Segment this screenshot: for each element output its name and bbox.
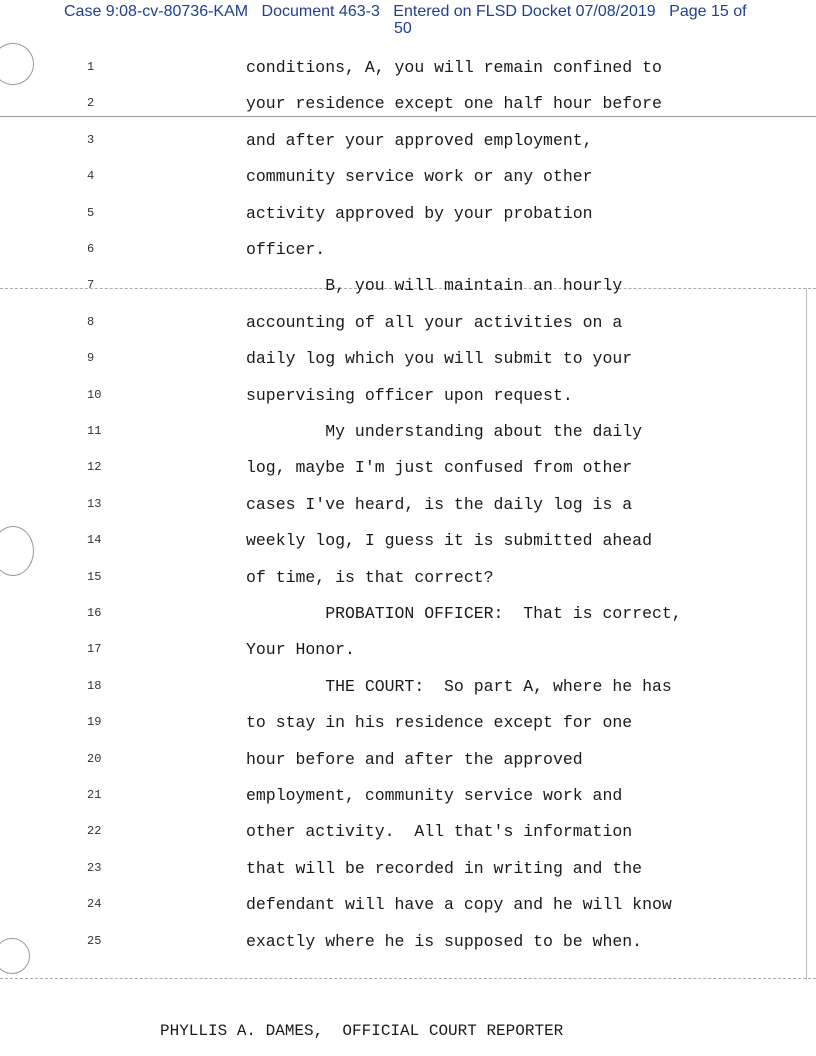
line-number: 5 — [87, 205, 95, 220]
line-number: 6 — [87, 242, 95, 256]
line-text: hour before and after the approved — [246, 749, 583, 769]
line-text: Your Honor. — [246, 640, 355, 660]
line-number: 10 — [87, 387, 102, 402]
court-reporter-footer: PHYLLIS A. DAMES, OFFICIAL COURT REPORTER — [160, 1022, 564, 1040]
line-number: 16 — [87, 606, 102, 620]
line-text: to stay in his residence except for one — [246, 713, 633, 733]
document-number: Document 463-3 — [261, 3, 380, 20]
line-number: 19 — [87, 715, 102, 730]
line-text: THE COURT: So part A, where he has — [246, 676, 672, 696]
line-number: 17 — [87, 642, 102, 657]
line-text: weekly log, I guess it is submitted ahead — [246, 531, 652, 551]
line-text: cases I've heard, is the daily log is a — [246, 494, 633, 514]
page-number: Page 15 of — [669, 3, 747, 20]
transcript-line — [0, 606, 816, 646]
line-text: community service work or any other — [246, 167, 593, 187]
line-number: 13 — [87, 496, 102, 511]
line-text: daily log which you will submit to your — [246, 349, 633, 369]
line-number: 8 — [87, 314, 95, 329]
line-number: 4 — [87, 169, 95, 184]
line-text: B, you will maintain an hourly — [246, 276, 623, 296]
line-text: and after your approved employment, — [246, 130, 593, 150]
line-text: your residence except one half hour before — [246, 94, 662, 114]
case-number: Case 9:08-cv-80736-KAM — [64, 3, 249, 20]
line-number: 18 — [87, 678, 102, 693]
line-number: 20 — [87, 751, 102, 766]
page-total: 50 — [394, 20, 412, 37]
line-number: 7 — [87, 278, 95, 293]
line-number: 3 — [87, 132, 95, 147]
line-text: PROBATION OFFICER: That is correct, — [246, 604, 682, 623]
line-number: 22 — [87, 824, 102, 839]
line-text: other activity. All that's information — [246, 822, 633, 842]
line-number: 1 — [87, 60, 95, 74]
line-number: 9 — [87, 351, 95, 366]
line-number: 15 — [87, 569, 102, 584]
docket-entry-date: Entered on FLSD Docket 07/08/2019 — [393, 3, 656, 20]
line-number: 23 — [87, 860, 102, 875]
line-number: 21 — [87, 788, 102, 802]
transcript-line — [0, 203, 816, 246]
line-text: exactly where he is supposed to be when. — [246, 931, 643, 951]
line-text: conditions, A, you will remain confined to — [246, 58, 662, 77]
line-number: 12 — [87, 460, 102, 475]
line-text: employment, community service work and — [246, 786, 623, 805]
transcript-line — [0, 931, 816, 974]
line-number: 25 — [87, 933, 102, 948]
line-text: accounting of all your activities on a — [246, 312, 623, 332]
line-number: 24 — [87, 897, 102, 912]
line-text: supervising officer upon request. — [246, 385, 573, 405]
line-text: officer. — [246, 240, 326, 259]
line-number: 11 — [87, 424, 102, 438]
line-number: 2 — [87, 96, 95, 111]
line-text: activity approved by your probation — [246, 203, 593, 223]
line-text: log, maybe I'm just confused from other — [246, 458, 633, 478]
line-text: of time, is that correct? — [246, 567, 494, 587]
line-text: My understanding about the daily — [246, 422, 643, 441]
line-text: defendant will have a copy and he will know — [246, 895, 672, 915]
line-text: that will be recorded in writing and the — [246, 858, 643, 878]
line-number: 14 — [87, 533, 102, 548]
